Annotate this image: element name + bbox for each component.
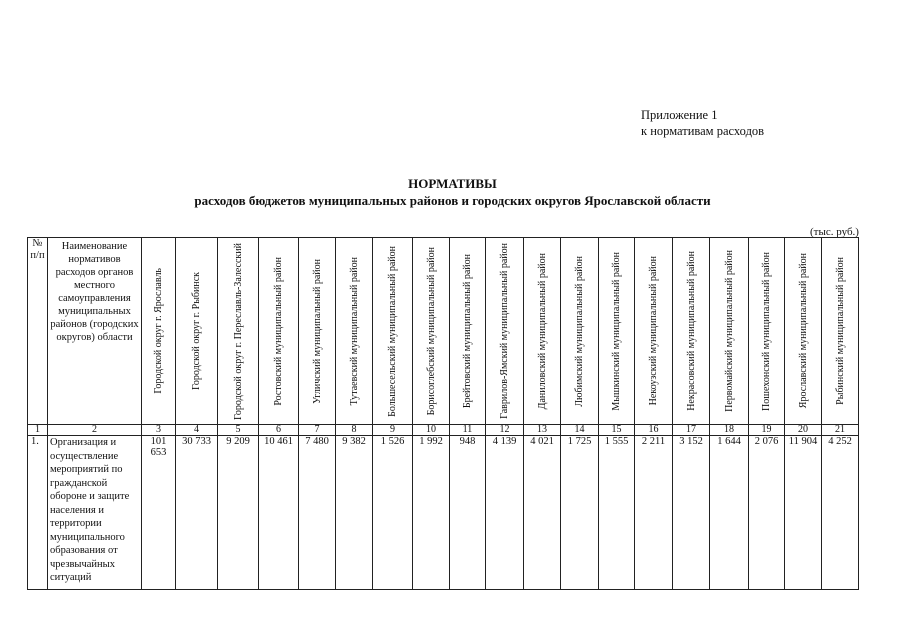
- header-district-label: Некрасовский муниципальный район: [685, 251, 697, 411]
- table-header-row: [28, 238, 859, 425]
- row-value: 2 076: [749, 436, 785, 590]
- header-district: [413, 238, 450, 425]
- row-name: Организация и осуществление мероприятий по гражданской обороне и защите населения и территории муниципального образования от чрезвычайных ситуаций: [48, 436, 142, 590]
- header-district-label: Некоузский муниципальный район: [648, 256, 659, 406]
- column-number: 7: [299, 425, 336, 436]
- header-district: [785, 238, 822, 425]
- appendix-note: [641, 107, 764, 139]
- header-district-label: Любимский муниципальный район: [574, 255, 585, 407]
- column-number: 18: [710, 425, 749, 436]
- row-value: 9 382: [336, 436, 373, 590]
- header-district-label: Городской округ г. Рыбинск: [191, 271, 202, 390]
- header-district-label: Борисоглебский муниципальный район: [425, 246, 437, 416]
- row-value: 10 461: [259, 436, 299, 590]
- header-number: № п/п: [28, 238, 48, 425]
- header-district-label: Пошехонский муниципальный район: [761, 251, 772, 411]
- column-number: 17: [673, 425, 710, 436]
- header-district: [822, 238, 859, 425]
- header-district: [259, 238, 299, 425]
- header-district: [635, 238, 673, 425]
- column-number: 8: [336, 425, 373, 436]
- header-district: [299, 238, 336, 425]
- row-value: 1 526: [373, 436, 413, 590]
- header-district: [176, 238, 218, 425]
- row-value: 4 139: [486, 436, 524, 590]
- column-number: 19: [749, 425, 785, 436]
- header-district: [524, 238, 561, 425]
- header-district-label: Большесельский муниципальный район: [387, 245, 398, 417]
- column-number: 1: [28, 425, 48, 436]
- column-number: 4: [176, 425, 218, 436]
- row-value: 3 152: [673, 436, 710, 590]
- column-number: 15: [599, 425, 635, 436]
- column-number: 6: [259, 425, 299, 436]
- column-number: 11: [450, 425, 486, 436]
- row-value: 7 480: [299, 436, 336, 590]
- header-district: [561, 238, 599, 425]
- row-index: 1.: [28, 436, 48, 590]
- column-number-row: [28, 425, 859, 436]
- column-number: 10: [413, 425, 450, 436]
- header-district: [373, 238, 413, 425]
- row-value: 1 992: [413, 436, 450, 590]
- column-number: 12: [486, 425, 524, 436]
- header-district-label: Рыбинский муниципальный район: [834, 257, 846, 405]
- header-name: Наименование нормативов расходов органов местного самоуправления муниципальных районов (городских округов) области: [48, 238, 142, 425]
- row-value: 11 904: [785, 436, 822, 590]
- header-district-label: Тутаевский муниципальный район: [348, 256, 360, 406]
- header-district-label: Городской округ г. Ярославль: [153, 268, 164, 394]
- appendix-line-1: Приложение 1: [641, 108, 718, 122]
- column-number: 5: [218, 425, 259, 436]
- header-district: [450, 238, 486, 425]
- header-district-label: Даниловский муниципальный район: [536, 252, 548, 410]
- header-district: [599, 238, 635, 425]
- header-district-label: Гаврилов-Ямский муниципальный район: [499, 243, 510, 419]
- row-value: 9 209: [218, 436, 259, 590]
- column-number: 16: [635, 425, 673, 436]
- column-number: 13: [524, 425, 561, 436]
- row-value: 30 733: [176, 436, 218, 590]
- norms-table: [27, 237, 859, 590]
- header-district: [673, 238, 710, 425]
- row-value: 101 653: [142, 436, 176, 590]
- header-district-label: Первомайский муниципальный район: [723, 250, 735, 412]
- row-value: 1 644: [710, 436, 749, 590]
- header-district: [218, 238, 259, 425]
- header-district: [749, 238, 785, 425]
- column-number: 14: [561, 425, 599, 436]
- header-district-label: Городской округ г. Переславль-Залесский: [232, 242, 244, 420]
- header-district: [486, 238, 524, 425]
- column-number: 2: [48, 425, 142, 436]
- header-district-label: Брейтовский муниципальный район: [462, 253, 473, 409]
- row-value: 4 021: [524, 436, 561, 590]
- row-value: 1 725: [561, 436, 599, 590]
- header-district: [336, 238, 373, 425]
- header-district: [710, 238, 749, 425]
- row-value: 2 211: [635, 436, 673, 590]
- row-value: 1 555: [599, 436, 635, 590]
- document-title: НОРМАТИВЫ: [408, 176, 497, 191]
- row-value: 4 252: [822, 436, 859, 590]
- column-number: 20: [785, 425, 822, 436]
- row-value: 948: [450, 436, 486, 590]
- units-label: (тыс. руб.): [810, 226, 859, 238]
- column-number: 3: [142, 425, 176, 436]
- header-district: [142, 238, 176, 425]
- column-number: 21: [822, 425, 859, 436]
- header-district-label: Мышкинский муниципальный район: [611, 251, 622, 411]
- document-subtitle: расходов бюджетов муниципальных районов и городских округов Ярославской области: [194, 193, 711, 208]
- table-row: [28, 436, 859, 590]
- header-district-label: Ростовский муниципальный район: [273, 256, 284, 406]
- header-district-label: Угличский муниципальный район: [311, 258, 323, 404]
- column-number: 9: [373, 425, 413, 436]
- header-district-label: Ярославский муниципальный район: [797, 253, 809, 409]
- appendix-line-2: к нормативам расходов: [641, 124, 765, 138]
